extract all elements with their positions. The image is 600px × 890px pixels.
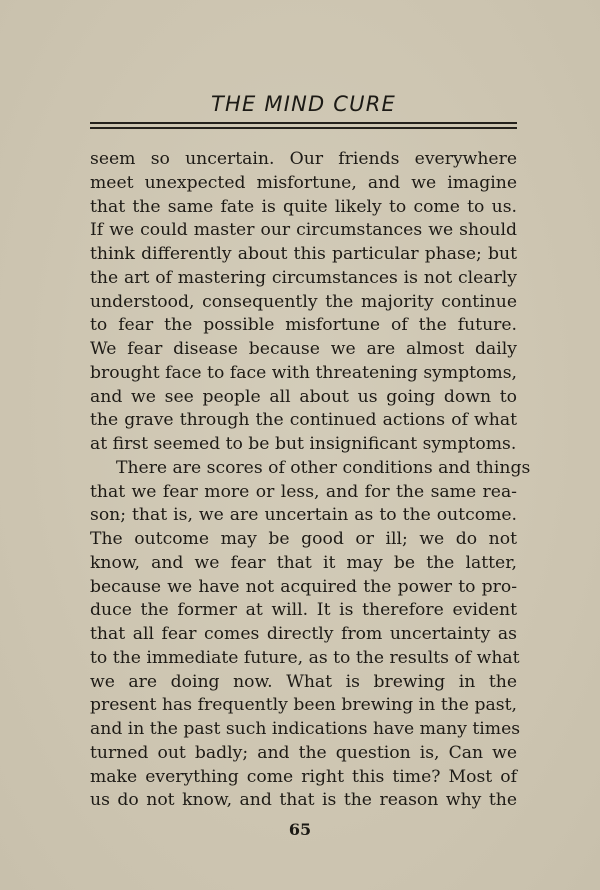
text-line: and in the past such indications have many times — [90, 719, 521, 739]
header-rule-bottom — [90, 127, 517, 129]
text-line: We fear disease because we are almost daily — [90, 339, 517, 359]
text-line: that the same fate is quite likely to come to us. — [90, 196, 517, 217]
text-line: The outcome may be good or ill; we do not — [90, 529, 517, 549]
text-line: brought face to face with threatening symptoms, — [90, 362, 517, 383]
text-line-paragraph-start: There are scores of other conditions and things — [116, 457, 531, 478]
text-line: turned out badly; and the question is, Can we — [90, 742, 517, 763]
text-line: we are doing now. What is brewing in the — [90, 671, 517, 692]
text-line: to fear the possible misfortune of the future. — [90, 315, 517, 336]
text-line: understood, consequently the majority continue — [90, 291, 517, 312]
text-line: make everything come right this time? Most of — [90, 766, 517, 787]
text-line: us do not know, and that is the reason why the — [90, 790, 517, 811]
text-line: that we fear more or less, and for the same rea- — [90, 481, 517, 502]
text-line: the art of mastering circumstances is not clearly — [90, 267, 517, 288]
text-line: that all fear comes directly from uncertainty as — [90, 624, 517, 644]
text-line: think differently about this particular phase; but — [90, 244, 517, 264]
text-line: because we have not acquired the power to pro- — [90, 576, 517, 597]
running-head: THE MIND CURE — [211, 92, 396, 116]
text-line: son; that is, we are uncertain as to the outcome. — [90, 505, 517, 526]
header-rule-top — [90, 122, 517, 124]
page-number: 65 — [288, 820, 312, 839]
text-line: meet unexpected misfortune, and we imagine — [90, 172, 517, 193]
text-line: duce the former at will. It is therefore evident — [90, 600, 517, 621]
text-line: the grave through the continued actions of what — [90, 410, 517, 431]
body-text — [90, 148, 531, 813]
text-line: If we could master our circumstances we should — [90, 220, 517, 241]
text-line: know, and we fear that it may be the latter, — [90, 552, 517, 573]
text-line: to the immediate future, as to the results of what — [90, 647, 520, 668]
text-line: and we see people all about us going down to — [90, 386, 517, 407]
text-line: seem so uncertain. Our friends everywhere — [90, 149, 517, 169]
text-line-paragraph-end: at first seemed to be but insignificant symptoms. — [90, 434, 517, 454]
text-line: present has frequently been brewing in the past, — [90, 695, 517, 716]
